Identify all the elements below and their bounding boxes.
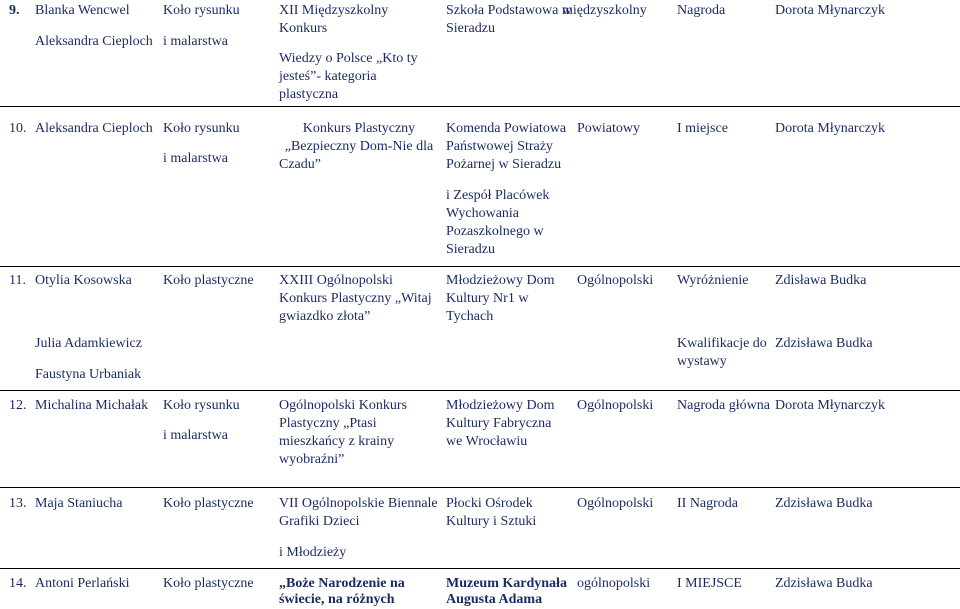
result: wystawy: [677, 354, 727, 369]
participant-name: Blanka Wencwel: [35, 3, 130, 18]
contest-name: Grafiki Dzieci: [279, 514, 360, 529]
participant-name: Antoni Perlański: [35, 576, 130, 591]
participant-name: Aleksandra Cieploch: [35, 121, 153, 136]
result: Nagroda: [677, 3, 726, 18]
club-name: Koło rysunku: [163, 121, 240, 136]
club-name: Koło plastyczne: [163, 576, 254, 591]
result: I miejsce: [677, 121, 728, 136]
contest-name: Czadu”: [279, 157, 321, 172]
organizer: we Wrocławiu: [446, 434, 528, 449]
contest-name: Plastyczny „Ptasi: [279, 416, 377, 431]
participant-name: Otylia Kosowska: [35, 273, 132, 288]
participant-name: Julia Adamkiewicz: [35, 336, 142, 351]
organizer: Tychach: [446, 309, 494, 324]
row-number: 11.: [9, 273, 26, 288]
organizer: Młodzieżowy Dom: [446, 273, 555, 288]
table-divider: [0, 390, 960, 391]
organizer: Kultury Fabryczna: [446, 416, 552, 431]
club-name: Koło plastyczne: [163, 496, 254, 511]
organizer: Sieradzu: [446, 242, 495, 257]
club-name: i malarstwa: [163, 151, 228, 166]
club-name: Koło rysunku: [163, 398, 240, 413]
contest-name: Konkurs Plastyczny „Witaj: [279, 291, 432, 306]
organizer: Komenda Powiatowa: [446, 121, 567, 136]
organizer: Młodzieżowy Dom: [446, 398, 555, 413]
contest-name: Wiedzy o Polsce „Kto ty: [279, 51, 418, 66]
teacher: Dorota Młynarczyk: [775, 121, 886, 136]
contest-name: gwiazdko złota”: [279, 309, 371, 324]
contest-level: Powiatowy: [577, 121, 640, 136]
row-number: 14.: [9, 576, 27, 591]
club-name: Koło rysunku: [163, 3, 240, 18]
participant-name: Faustyna Urbaniak: [35, 367, 142, 382]
club-name: i malarstwa: [163, 34, 228, 49]
row-number: 13.: [9, 496, 27, 511]
row-number: 12.: [9, 398, 27, 413]
contest-level: Ogólnopolski: [577, 496, 654, 511]
organizer: Kultury i Sztuki: [446, 514, 537, 529]
teacher: Dorota Młynarczyk: [775, 398, 886, 413]
contest-name: VII Ogólnopolskie Biennale: [279, 496, 438, 511]
contest-name: XII Międzyszkolny: [279, 3, 389, 18]
contest-name: Ogólnopolski Konkurs: [279, 398, 407, 413]
organizer: Muzeum Kardynała: [446, 576, 567, 591]
contest-name: Konkurs Plastyczny: [302, 121, 416, 136]
organizer: Augusta Adama: [446, 592, 543, 607]
participant-name: Aleksandra Cieploch: [35, 34, 153, 49]
organizer: Pozaszkolnego w: [446, 224, 544, 239]
teacher: Zdzisława Budka: [775, 496, 873, 511]
teacher: Zdisława Budka: [775, 273, 867, 288]
participant-name: Michalina Michałak: [35, 398, 149, 413]
contest-name: plastyczna: [279, 87, 339, 102]
contest-name: XXIII Ogólnopolski: [279, 273, 393, 288]
result: I MIEJSCE: [677, 576, 742, 591]
contest-name: „Boże Narodzenie na: [279, 576, 405, 591]
organizer: Płocki Ośrodek: [446, 496, 533, 511]
contest-name: Konkurs: [279, 21, 328, 36]
table-divider: [0, 568, 960, 569]
teacher: Zdzisława Budka: [775, 576, 873, 591]
contest-level: międzyszkolny: [562, 3, 647, 18]
organizer: Pożarnej w Sieradzu: [446, 157, 562, 172]
contest-level: Ogólnopolski: [577, 273, 654, 288]
organizer: Państwowej Straży: [446, 139, 553, 154]
result: II Nagroda: [677, 496, 739, 511]
contest-name: wyobraźni”: [279, 452, 345, 467]
row-number: 10.: [9, 121, 27, 136]
organizer: Wychowania: [446, 206, 520, 221]
participant-name: Maja Staniucha: [35, 496, 123, 511]
organizer: Szkoła Podstawowa w: [446, 3, 572, 18]
contest-name: jesteś”- kategoria: [279, 69, 377, 84]
result: Nagroda główna: [677, 398, 770, 413]
club-name: i malarstwa: [163, 428, 228, 443]
organizer: Sieradzu: [446, 21, 495, 36]
table-divider: [0, 266, 960, 267]
contest-name: „Bezpieczny Dom-Nie dla: [284, 139, 434, 154]
table-divider: [0, 487, 960, 488]
organizer: Kultury Nr1 w: [446, 291, 529, 306]
teacher: Dorota Młynarczyk: [775, 3, 886, 18]
result: Kwalifikacje do: [677, 336, 767, 351]
table-divider: [0, 106, 960, 107]
contest-name: mieszkańcy z krainy: [279, 434, 395, 449]
result: Wyróżnienie: [677, 273, 749, 288]
row-number: 9.: [9, 3, 20, 18]
teacher: Zdzisława Budka: [775, 336, 873, 351]
contest-name: świecie, na różnych: [279, 592, 395, 607]
contest-level: Ogólnopolski: [577, 398, 654, 413]
contest-name: i Młodzieży: [279, 545, 347, 560]
club-name: Koło plastyczne: [163, 273, 254, 288]
organizer: i Zespół Placówek: [446, 188, 550, 203]
contest-level: ogólnopolski: [577, 576, 651, 591]
